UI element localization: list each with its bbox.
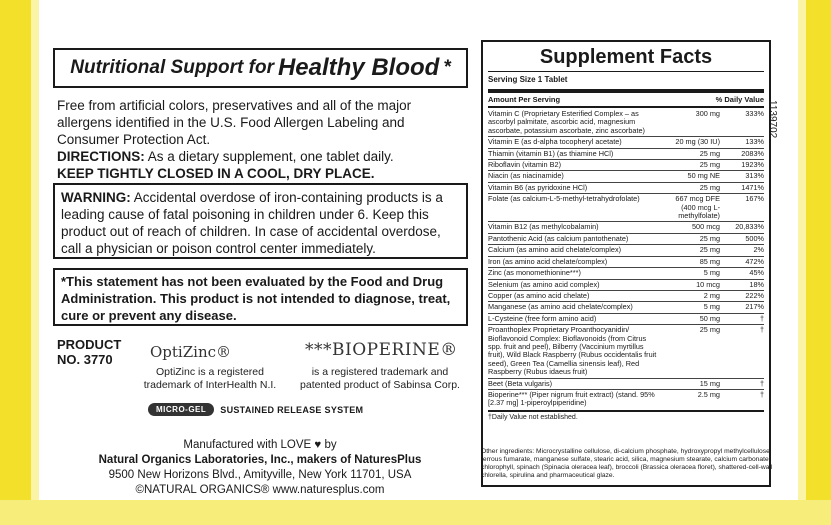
sf-row <box>488 257 764 268</box>
sf-daily-value: † <box>759 378 764 388</box>
sf-amount: 500 mcg <box>692 222 720 232</box>
storage-text: KEEP TIGHTLY CLOSED IN A COOL, DRY PLACE. <box>57 166 375 181</box>
footer-love: Manufactured with LOVE <box>183 439 312 451</box>
sf-row <box>488 314 764 325</box>
optizinc-note-line1: OptiZinc is a registered <box>156 366 264 378</box>
optizinc-logo: OptiZinc® <box>150 343 232 361</box>
microgel-pill: MICRO-GEL <box>148 403 214 416</box>
sf-row <box>488 291 764 302</box>
sf-rows <box>488 109 764 409</box>
directions-label: DIRECTIONS: <box>57 149 145 164</box>
left-stripe-shade <box>31 0 39 525</box>
sf-row <box>488 160 764 171</box>
sf-daily-value: 133% <box>745 137 764 147</box>
headline-emphasis: Healthy Blood <box>277 54 440 81</box>
amount-per-serving-header: Amount Per Serving <box>488 95 561 104</box>
sf-nutrient-name: Iron (as amino acid chelate/complex) <box>488 256 608 266</box>
footer-line4: ©NATURAL ORGANICS® www.naturesplus.com <box>135 484 385 496</box>
supplement-facts-title: Supplement Facts <box>539 46 713 68</box>
sf-nutrient-name: Vitamin B6 (as pyridoxine HCl) <box>488 182 588 192</box>
sf-daily-value: 1471% <box>741 182 764 192</box>
sf-nutrient-name: Selenium (as amino acid complex) <box>488 279 600 289</box>
sf-daily-value: † <box>759 325 764 335</box>
sf-nutrient-name: Vitamin C (Proprietary Esterified Complex – as ascorbyl palmitate, ascorbic acid, magnesium ascorbate, potassium ascorbate, zinc ascorbate) <box>488 109 645 135</box>
sf-row <box>488 137 764 148</box>
sf-amount: 25 mg <box>699 148 720 158</box>
sf-amount: 25 mg <box>699 160 720 170</box>
sf-footnote: †Daily Value not established. <box>488 413 578 421</box>
bottom-yellow-band <box>0 500 831 525</box>
left-yellow-stripe <box>0 0 31 525</box>
sf-nutrient-name: Folate (as calcium-L-5-methyl-tetrahydrofolate) <box>488 194 640 204</box>
microgel-label: SUSTAINED RELEASE SYSTEM <box>220 404 364 415</box>
other-ingredients: Other ingredients: Microcrystalline cellulose, di-calcium phosphate, hydroxypropyl methylcellulose, ferrous fumarate, manganese sulfate, stearic acid, silica, magnesium stearate, calcium carbonate, chlorophyll, spinach (Spinacia oleracea leaf), broccoli (Brassica oleracea floret), shattered-cell-wall chlorella, spirulina and pharmaceutical glaze. <box>481 448 773 479</box>
sf-amount: 85 mg <box>699 256 720 266</box>
sf-row <box>488 325 764 378</box>
sf-row <box>488 268 764 279</box>
sf-amount: 25 mg <box>699 182 720 192</box>
bioperine-note-line1: is a registered trademark and <box>311 366 449 378</box>
sf-amount: 25 mg <box>699 325 720 335</box>
headline-box <box>53 48 468 88</box>
warning-box <box>53 183 468 259</box>
bioperine-note-line2: patented product of Sabinsa Corp. <box>300 379 460 391</box>
optizinc-note-line2: trademark of InterHealth N.I. <box>143 379 277 391</box>
sf-daily-value: 45% <box>749 268 764 278</box>
heart-icon: ♥ <box>314 439 322 451</box>
sf-nutrient-name: Riboflavin (vitamin B2) <box>488 160 561 170</box>
sf-nutrient-name: Bioperine*** (Piper nigrum fruit extract) (stand. 95% [2.37 mg] 1-piperoylpiperidine) <box>488 389 655 408</box>
sf-daily-value: 222% <box>745 290 764 300</box>
sf-row <box>488 234 764 245</box>
sf-row <box>488 222 764 233</box>
footer-line3: 9500 New Horizons Blvd., Amityville, New York 11701, USA <box>108 469 412 481</box>
sf-row <box>488 379 764 390</box>
sf-nutrient-name: Thiamin (vitamin B1) (as thiamine HCl) <box>488 148 614 158</box>
sf-amount: 50 mg NE <box>687 171 720 181</box>
sf-amount: 2 mg <box>703 290 720 300</box>
warning-text: Accidental overdose of iron-containing products is a leading cause of fatal poisoning in children under 6. Keep this product out of reach of children. In case of accidental overdose, call a physician or poison control center immediately. <box>61 190 443 256</box>
sf-nutrient-name: Vitamin B12 (as methylcobalamin) <box>488 222 599 232</box>
sf-nutrient-name: Beet (Beta vulgaris) <box>488 378 553 388</box>
product-line2: NO. 3770 <box>57 352 113 367</box>
sf-nutrient-name: Copper (as amino acid chelate) <box>488 290 590 300</box>
sf-column-header <box>488 94 764 105</box>
sf-daily-value: 217% <box>745 302 764 312</box>
sf-amount: 667 mcg DFE (400 mcg L-methylfolate) <box>675 194 720 221</box>
sf-daily-value: 18% <box>749 279 764 289</box>
sf-daily-value: 20,833% <box>735 222 764 232</box>
sf-row <box>488 109 764 137</box>
sf-daily-value: 167% <box>745 194 764 204</box>
headline-prefix: Nutritional Support for <box>70 57 274 78</box>
sf-nutrient-name: L-Cysteine (free form amino acid) <box>488 313 597 323</box>
sf-row <box>488 390 764 409</box>
sf-thick-divider <box>488 89 764 93</box>
bioperine-note <box>290 366 470 392</box>
sf-header-divider <box>488 106 764 108</box>
sf-row <box>488 194 764 222</box>
sf-row <box>488 149 764 160</box>
sf-nutrient-name: Calcium (as amino acid chelate/complex) <box>488 245 622 255</box>
sf-daily-value: 313% <box>745 171 764 181</box>
headline-mark: * <box>443 57 451 78</box>
serving-size: Serving Size 1 Tablet <box>488 75 568 84</box>
directions <box>57 148 469 165</box>
sf-row <box>488 183 764 194</box>
footer-line1 <box>50 438 470 453</box>
sf-amount: 20 mg (30 IU) <box>675 137 720 147</box>
sf-row <box>488 245 764 256</box>
sf-nutrient-name: Zinc (as monomethionine***) <box>488 268 581 278</box>
product-line1: PRODUCT <box>57 337 122 352</box>
sf-daily-value: 2% <box>753 245 764 255</box>
fda-statement: *This statement has not been evaluated by the Food and Drug Administration. This product is not intended to diagnose, treat, cure or prevent any disease. <box>53 268 468 326</box>
allergen-text: Free from artificial colors, preservatives and all of the major allergens identified in the U.S. Food Allergen Labeling and Consumer Protection Act. <box>57 98 412 147</box>
sf-row <box>488 171 764 182</box>
sf-daily-value: † <box>759 389 764 399</box>
sf-daily-value: 472% <box>745 256 764 266</box>
product-number <box>57 337 121 367</box>
sf-amount: 25 mg <box>699 245 720 255</box>
sf-amount: 5 mg <box>703 268 720 278</box>
sf-divider <box>488 71 764 72</box>
lot-code <box>767 30 798 139</box>
sf-daily-value: 1923% <box>741 160 764 170</box>
sf-amount: 2.5 mg <box>697 389 720 399</box>
daily-value-header: % Daily Value <box>715 95 764 104</box>
bioperine-logo: ***BIOPERINE® <box>305 340 458 360</box>
sf-nutrient-name: Proanthoplex Proprietary Proanthocyanidin/ Bioflavonoid Complex: Bioflavonoids (from Citrus spp. fruit and peel), Bilberry (Vaccinium myrtillus fruit), Wild Black Raspberry (Rubus occidentalis fruit seed), Green Tea (Camellia sinensis leaf), Red Raspberry (Rubus idaeus fruit) <box>488 325 657 377</box>
sf-amount: 300 mg <box>695 109 720 118</box>
supplement-facts-panel <box>481 40 771 487</box>
sf-amount: 10 mcg <box>696 279 720 289</box>
footer-line2: Natural Organics Laboratories, Inc., makers of NaturesPlus <box>98 454 422 466</box>
sf-amount: 15 mg <box>699 378 720 388</box>
warning-label: WARNING: <box>61 190 131 205</box>
sf-row <box>488 280 764 291</box>
sf-daily-value: 500% <box>745 233 764 243</box>
sf-daily-value: † <box>759 313 764 323</box>
microgel-system <box>148 403 363 416</box>
sf-amount: 50 mg <box>699 313 720 323</box>
right-yellow-stripe <box>806 0 831 525</box>
directions-text: As a dietary supplement, one tablet daily. <box>147 149 394 164</box>
sf-nutrient-name: Niacin (as niacinamide) <box>488 171 564 181</box>
sf-daily-value: 2083% <box>741 148 764 158</box>
sf-nutrient-name: Vitamin E (as d-alpha tocopheryl acetate) <box>488 137 622 147</box>
right-stripe-shade <box>798 0 806 525</box>
sf-amount: 25 mg <box>699 233 720 243</box>
sf-daily-value: 333% <box>745 109 764 118</box>
sf-amount: 5 mg <box>703 302 720 312</box>
sf-bottom-divider <box>488 410 764 412</box>
footer-by: by <box>324 439 337 451</box>
optizinc-note <box>140 366 280 392</box>
sf-nutrient-name: Pantothenic Acid (as calcium pantothenate) <box>488 233 629 243</box>
sf-row <box>488 302 764 313</box>
sf-nutrient-name: Manganese (as amino acid chelate/complex) <box>488 302 633 312</box>
manufacturer-footer <box>50 438 470 498</box>
lot-code-text: 1139702 <box>767 100 778 139</box>
